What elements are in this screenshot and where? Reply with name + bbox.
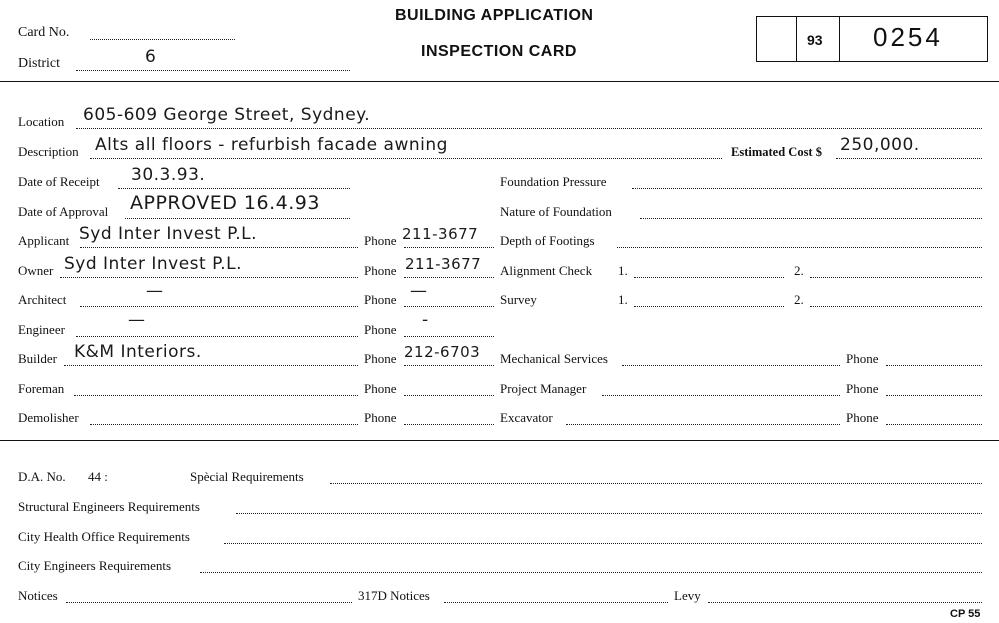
alignment-check-label: Alignment Check xyxy=(500,263,593,278)
estimated-cost-field[interactable] xyxy=(836,157,982,159)
demolisher-phone-label: Phone xyxy=(364,410,397,425)
card-no-field[interactable] xyxy=(90,38,235,40)
owner-field[interactable] xyxy=(60,276,358,278)
card-no-label: Card No. xyxy=(18,25,70,40)
depth-of-footings-label: Depth of Footings xyxy=(500,233,595,248)
city-engineers-label: City Engineers Requirements xyxy=(18,558,172,573)
description-value: Alts all floors - refurbish facade awning xyxy=(95,135,448,155)
notices-field[interactable] xyxy=(66,601,352,603)
requirements-divider xyxy=(0,440,999,441)
mechanical-services-phone-field[interactable] xyxy=(886,364,982,366)
notices-317d-label: 317D Notices xyxy=(358,588,430,603)
survey-field-2[interactable] xyxy=(810,305,982,307)
applicant-value: Syd Inter Invest P.L. xyxy=(79,224,257,244)
engineer-phone-value: - xyxy=(422,310,429,330)
foreman-phone-field[interactable] xyxy=(404,394,494,396)
date-of-receipt-label: Date of Receipt xyxy=(18,174,100,189)
engineer-phone-field[interactable] xyxy=(404,335,494,337)
location-field[interactable] xyxy=(76,127,982,129)
date-of-approval-value: APPROVED 16.4.93 xyxy=(130,192,320,214)
builder-phone-value: 212-6703 xyxy=(404,343,481,361)
notices-317d-field[interactable] xyxy=(444,601,668,603)
architect-phone-label: Phone xyxy=(364,292,397,307)
depth-of-footings-field[interactable] xyxy=(617,246,982,248)
district-label: District xyxy=(18,56,60,71)
structural-engineers-label: Structural Engineers Requirements xyxy=(18,499,200,514)
excavator-phone-field[interactable] xyxy=(886,423,982,425)
survey-num-2: 2. xyxy=(794,292,804,307)
alignment-check-num-1: 1. xyxy=(618,263,628,278)
builder-value: K&M Interiors. xyxy=(74,342,202,362)
district-field[interactable] xyxy=(76,69,350,71)
notices-label: Notices xyxy=(18,588,58,603)
architect-phone-value: — xyxy=(410,281,428,301)
foundation-pressure-field[interactable] xyxy=(632,187,982,189)
estimated-cost-value: 250,000. xyxy=(840,135,920,155)
engineer-label: Engineer xyxy=(18,322,65,337)
city-health-label: City Health Office Requirements xyxy=(18,529,190,544)
special-requirements-label: Spècial Requirements xyxy=(190,469,304,484)
applicant-label: Applicant xyxy=(18,233,70,248)
description-field[interactable] xyxy=(90,157,722,159)
owner-phone-label: Phone xyxy=(364,263,397,278)
demolisher-label: Demolisher xyxy=(18,410,79,425)
owner-value: Syd Inter Invest P.L. xyxy=(64,254,242,274)
demolisher-field[interactable] xyxy=(90,423,358,425)
project-manager-phone-field[interactable] xyxy=(886,394,982,396)
excavator-phone-label: Phone xyxy=(846,410,879,425)
project-manager-phone-label: Phone xyxy=(846,381,879,396)
owner-phone-value: 211-3677 xyxy=(405,255,482,273)
special-requirements-field[interactable] xyxy=(330,482,982,484)
date-of-approval-label: Date of Approval xyxy=(18,204,109,219)
owner-phone-field[interactable] xyxy=(404,276,494,278)
excavator-label: Excavator xyxy=(500,410,553,425)
description-label: Description xyxy=(18,144,79,159)
architect-field[interactable] xyxy=(80,305,358,307)
city-health-field[interactable] xyxy=(224,542,982,544)
architect-label: Architect xyxy=(18,292,67,307)
architect-phone-field[interactable] xyxy=(404,305,494,307)
project-manager-label: Project Manager xyxy=(500,381,587,396)
mechanical-services-field[interactable] xyxy=(622,364,840,366)
date-of-approval-field[interactable] xyxy=(125,217,350,219)
applicant-phone-label: Phone xyxy=(364,233,397,248)
engineer-phone-label: Phone xyxy=(364,322,397,337)
applicant-field[interactable] xyxy=(80,246,358,248)
location-value: 605-609 George Street, Sydney. xyxy=(83,105,371,125)
foreman-field[interactable] xyxy=(74,394,358,396)
survey-field-1[interactable] xyxy=(634,305,784,307)
demolisher-phone-field[interactable] xyxy=(404,423,494,425)
applicant-phone-value: 211-3677 xyxy=(402,225,479,243)
survey-label: Survey xyxy=(500,292,537,307)
nature-of-foundation-field[interactable] xyxy=(640,217,982,219)
da-no-value: 44 : xyxy=(88,469,108,484)
builder-label: Builder xyxy=(18,351,57,366)
survey-num-1: 1. xyxy=(618,292,628,307)
alignment-check-field-1[interactable] xyxy=(634,276,784,278)
foreman-phone-label: Phone xyxy=(364,381,397,396)
header-divider xyxy=(0,81,999,82)
owner-label: Owner xyxy=(18,263,54,278)
alignment-check-num-2: 2. xyxy=(794,263,804,278)
date-of-receipt-field[interactable] xyxy=(118,187,350,189)
estimated-cost-label: Estimated Cost $ xyxy=(731,145,822,159)
location-label: Location xyxy=(18,114,65,129)
structural-engineers-field[interactable] xyxy=(236,512,982,514)
engineer-field[interactable] xyxy=(76,335,358,337)
builder-phone-field[interactable] xyxy=(404,364,494,366)
district-value: 6 xyxy=(145,47,157,67)
da-no-label: D.A. No. xyxy=(18,469,66,484)
card-year: 93 xyxy=(807,32,823,48)
nature-of-foundation-label: Nature of Foundation xyxy=(500,204,612,219)
city-engineers-field[interactable] xyxy=(200,571,982,573)
date-of-receipt-value: 30.3.93. xyxy=(131,165,206,185)
form-code: CP 55 xyxy=(950,608,981,620)
project-manager-field[interactable] xyxy=(602,394,840,396)
engineer-value: — xyxy=(128,310,146,330)
form-title-line2: INSPECTION CARD xyxy=(421,43,577,60)
mechanical-services-phone-label: Phone xyxy=(846,351,879,366)
excavator-field[interactable] xyxy=(566,423,840,425)
card-number: 0254 xyxy=(873,22,943,52)
mechanical-services-label: Mechanical Services xyxy=(500,351,608,366)
foundation-pressure-label: Foundation Pressure xyxy=(500,174,607,189)
levy-label: Levy xyxy=(674,588,701,603)
applicant-phone-field[interactable] xyxy=(404,246,494,248)
foreman-label: Foreman xyxy=(18,381,65,396)
builder-phone-label: Phone xyxy=(364,351,397,366)
card-number-box xyxy=(756,16,988,62)
alignment-check-field-2[interactable] xyxy=(810,276,982,278)
builder-field[interactable] xyxy=(64,364,358,366)
architect-value: — xyxy=(146,281,164,301)
form-title-line1: BUILDING APPLICATION xyxy=(395,7,594,24)
levy-field[interactable] xyxy=(708,601,982,603)
